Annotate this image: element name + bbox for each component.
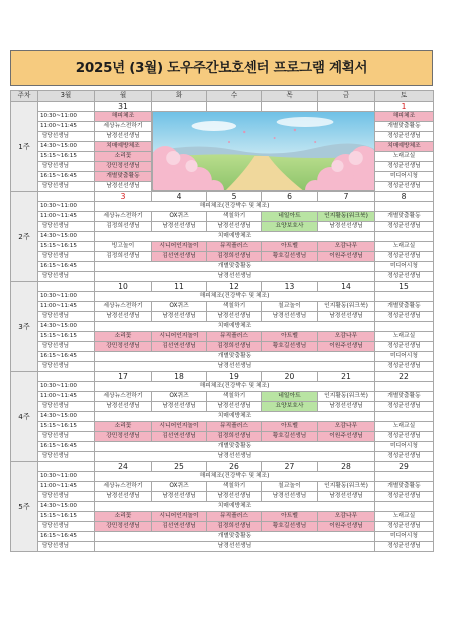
program-cell: 강민정선생님 bbox=[95, 431, 152, 441]
manager-label: 담당선생님 bbox=[38, 361, 95, 371]
schedule-row bbox=[11, 311, 434, 321]
program-span: 치매예방체조 bbox=[95, 231, 375, 241]
program-cell: 황호길선생님 bbox=[262, 521, 318, 531]
program-cell: 오감나무 bbox=[318, 241, 375, 251]
program-cell: 김정희선생님 bbox=[95, 221, 152, 231]
schedule-row bbox=[11, 421, 434, 431]
program-cell: 남경선선생님 bbox=[95, 181, 152, 191]
program-cell: 소리꽃 bbox=[95, 511, 152, 521]
program-cell: 남경선선생님 bbox=[152, 311, 207, 321]
program-cell bbox=[375, 231, 434, 241]
program-cell: 개별맞춤활동 bbox=[375, 211, 434, 221]
date-cell: 6 bbox=[262, 191, 318, 201]
schedule-row bbox=[11, 261, 434, 271]
program-cell: 정성균선생님 bbox=[375, 431, 434, 441]
week-label: 2주 bbox=[11, 191, 38, 281]
program-cell: 이원주선생님 bbox=[318, 431, 375, 441]
manager-label: 담당선생님 bbox=[38, 311, 95, 321]
program-cell: 개별맞춤활동 bbox=[375, 301, 434, 311]
program-cell: 정성균선생님 bbox=[375, 221, 434, 231]
program-cell: 남경선선생님 bbox=[95, 311, 152, 321]
date-cell: 27 bbox=[262, 461, 318, 471]
program-span: 해피체조(건강박수 및 체조) bbox=[95, 291, 375, 301]
program-span: 남경선선생님 bbox=[95, 451, 375, 461]
program-cell: 남경선선생님 bbox=[262, 491, 318, 501]
program-cell: 강민정선생님 bbox=[95, 341, 152, 351]
program-cell: 남경선선생님 bbox=[262, 311, 318, 321]
program-cell: 이원주선생님 bbox=[318, 521, 375, 531]
program-cell: 오감나무 bbox=[318, 331, 375, 341]
program-cell: 남경선선생님 bbox=[207, 221, 262, 231]
schedule-row bbox=[11, 441, 434, 451]
program-cell: 시니어인지놀이 bbox=[152, 331, 207, 341]
schedule-row bbox=[11, 221, 434, 231]
program-cell: 노래교실 bbox=[375, 421, 434, 431]
week-label: 1주 bbox=[11, 101, 38, 191]
date-row-blank bbox=[38, 191, 95, 201]
program-cell: 남경선선생님 bbox=[207, 401, 262, 411]
date-cell: 17 bbox=[95, 371, 152, 381]
schedule-row bbox=[11, 381, 434, 391]
program-cell: 세상뉴스전하기 bbox=[95, 121, 152, 131]
program-cell: 네일아트 bbox=[262, 211, 318, 221]
program-cell: 세상뉴스전하기 bbox=[95, 391, 152, 401]
program-cell: 아트벨 bbox=[262, 331, 318, 341]
date-cell: 15 bbox=[375, 281, 434, 291]
schedule-row bbox=[11, 231, 434, 241]
schedule-row bbox=[11, 481, 434, 491]
schedule-row bbox=[11, 451, 434, 461]
day-header: 토 bbox=[375, 91, 434, 102]
program-cell: 강민정선생님 bbox=[95, 161, 152, 171]
date-cell: 29 bbox=[375, 461, 434, 471]
manager-label: 담당선생님 bbox=[38, 341, 95, 351]
program-cell: 인지활동(워크북) bbox=[318, 481, 375, 491]
time-slot: 16:15~16:45 bbox=[38, 441, 95, 451]
program-cell: 정성균선생님 bbox=[375, 161, 434, 171]
program-span: 해피체조(건강박수 및 체조) bbox=[95, 381, 375, 391]
program-cell: 오감나무 bbox=[318, 511, 375, 521]
program-cell: 이원주선생님 bbox=[318, 341, 375, 351]
date-cell: 13 bbox=[262, 281, 318, 291]
schedule-row bbox=[11, 541, 434, 551]
program-cell: 치매예방체조 bbox=[95, 141, 152, 151]
program-cell: 김선연선생님 bbox=[152, 341, 207, 351]
program-cell: 강민정선생님 bbox=[95, 521, 152, 531]
manager-label: 담당선생님 bbox=[38, 181, 95, 191]
date-cell: 7 bbox=[318, 191, 375, 201]
program-cell: OX퀴즈 bbox=[152, 301, 207, 311]
time-slot: 11:00~11:45 bbox=[38, 391, 95, 401]
program-cell bbox=[375, 201, 434, 211]
program-cell: 뮤직플러스 bbox=[207, 331, 262, 341]
schedule-row bbox=[11, 521, 434, 531]
program-cell: 노래교실 bbox=[375, 241, 434, 251]
program-cell bbox=[375, 501, 434, 511]
schedule-row bbox=[11, 401, 434, 411]
program-span: 해피체조(건강박수 및 체조) bbox=[95, 201, 375, 211]
program-cell: 미디어시청 bbox=[375, 171, 434, 181]
program-cell: 노래교실 bbox=[375, 331, 434, 341]
program-span: 치매예방체조 bbox=[95, 321, 375, 331]
program-cell: 남경선선생님 bbox=[152, 401, 207, 411]
program-cell: 개별맞춤활동 bbox=[375, 391, 434, 401]
date-cell bbox=[207, 101, 262, 111]
program-cell: 노래교실 bbox=[375, 151, 434, 161]
program-span: 치매예방체조 bbox=[95, 501, 375, 511]
program-cell: 빙고놀이 bbox=[95, 241, 152, 251]
month-header: 3월 bbox=[38, 91, 95, 102]
program-cell: 해피체조 bbox=[375, 111, 434, 121]
date-cell: 31 bbox=[95, 101, 152, 111]
time-slot: 16:15~16:45 bbox=[38, 531, 95, 541]
day-header: 화 bbox=[152, 91, 207, 102]
date-row-blank bbox=[38, 371, 95, 381]
time-slot: 14:30~15:00 bbox=[38, 321, 95, 331]
date-cell: 28 bbox=[318, 461, 375, 471]
program-cell: OX퀴즈 bbox=[152, 391, 207, 401]
program-cell: 남경선선생님 bbox=[318, 221, 375, 231]
program-cell: 노래교실 bbox=[375, 511, 434, 521]
schedule-row bbox=[11, 301, 434, 311]
program-cell: 아트벨 bbox=[262, 421, 318, 431]
date-cell: 25 bbox=[152, 461, 207, 471]
manager-label: 담당선생님 bbox=[38, 131, 95, 141]
program-cell: 색칠하기 bbox=[207, 481, 262, 491]
program-cell: 요양보호사 bbox=[262, 401, 318, 411]
date-row bbox=[11, 101, 434, 111]
program-cell: 색칠하기 bbox=[207, 391, 262, 401]
program-cell: 미디어시청 bbox=[375, 261, 434, 271]
date-row-blank bbox=[38, 281, 95, 291]
date-cell bbox=[318, 101, 375, 111]
time-slot: 10:30~11:00 bbox=[38, 111, 95, 121]
date-cell: 3 bbox=[95, 191, 152, 201]
program-cell: 정성균선생님 bbox=[375, 341, 434, 351]
date-row bbox=[11, 371, 434, 381]
program-cell: 황호길선생님 bbox=[262, 251, 318, 261]
program-cell: OX퀴즈 bbox=[152, 211, 207, 221]
date-cell: 18 bbox=[152, 371, 207, 381]
program-cell: 색칠하기 bbox=[207, 211, 262, 221]
program-cell: 시니어인지놀이 bbox=[152, 511, 207, 521]
program-cell: 소리꽃 bbox=[95, 331, 152, 341]
time-slot: 14:30~15:00 bbox=[38, 231, 95, 241]
program-cell: 남경선선생님 bbox=[152, 491, 207, 501]
program-cell: 소리꽃 bbox=[95, 151, 152, 161]
date-cell: 22 bbox=[375, 371, 434, 381]
program-cell: 정성균선생님 bbox=[375, 251, 434, 261]
program-cell: 남경선선생님 bbox=[318, 491, 375, 501]
program-cell: OX퀴즈 bbox=[152, 481, 207, 491]
schedule-row bbox=[11, 321, 434, 331]
date-cell: 14 bbox=[318, 281, 375, 291]
date-cell: 10 bbox=[95, 281, 152, 291]
program-span: 치매예방체조 bbox=[95, 411, 375, 421]
program-cell: 오감나무 bbox=[318, 421, 375, 431]
program-cell: 뮤직플러스 bbox=[207, 421, 262, 431]
date-cell: 11 bbox=[152, 281, 207, 291]
cherry-blossom-illustration bbox=[152, 111, 375, 191]
date-row bbox=[11, 191, 434, 201]
program-cell: 미디어시청 bbox=[375, 441, 434, 451]
time-slot: 15:15~16:15 bbox=[38, 241, 95, 251]
program-cell: 해피체조 bbox=[95, 111, 152, 121]
time-slot: 15:15~16:15 bbox=[38, 511, 95, 521]
program-cell: 김경희선생님 bbox=[207, 341, 262, 351]
program-cell: 남경선선생님 bbox=[95, 491, 152, 501]
program-cell: 네일아트 bbox=[262, 391, 318, 401]
manager-label: 담당선생님 bbox=[38, 161, 95, 171]
program-cell: 남경선선생님 bbox=[318, 311, 375, 321]
program-cell bbox=[375, 411, 434, 421]
date-row-blank bbox=[38, 101, 95, 111]
schedule-row bbox=[11, 531, 434, 541]
program-cell bbox=[375, 321, 434, 331]
program-cell: 황호길선생님 bbox=[262, 431, 318, 441]
program-cell: 황호길선생님 bbox=[262, 341, 318, 351]
week-label: 4주 bbox=[11, 371, 38, 461]
schedule-row bbox=[11, 291, 434, 301]
program-cell: 남경선선생님 bbox=[152, 221, 207, 231]
program-cell: 세상뉴스전하기 bbox=[95, 301, 152, 311]
manager-label: 담당선생님 bbox=[38, 491, 95, 501]
time-slot: 14:30~15:00 bbox=[38, 141, 95, 151]
date-cell: 1 bbox=[375, 101, 434, 111]
time-slot: 14:30~15:00 bbox=[38, 411, 95, 421]
manager-label: 담당선생님 bbox=[38, 451, 95, 461]
program-cell: 인지활동(워크북) bbox=[318, 391, 375, 401]
program-cell: 남경선선생님 bbox=[207, 311, 262, 321]
program-span: 남경선선생님 bbox=[95, 361, 375, 371]
program-cell: 정성균선생님 bbox=[375, 541, 434, 551]
schedule-row bbox=[11, 511, 434, 521]
program-cell: 김경희선생님 bbox=[207, 521, 262, 531]
schedule-row bbox=[11, 491, 434, 501]
date-cell: 5 bbox=[207, 191, 262, 201]
program-cell: 김경희선생님 bbox=[207, 251, 262, 261]
program-cell: 아트벨 bbox=[262, 241, 318, 251]
date-cell: 19 bbox=[207, 371, 262, 381]
program-cell: 색칠하기 bbox=[207, 301, 262, 311]
date-row bbox=[11, 461, 434, 471]
schedule-row bbox=[11, 411, 434, 421]
date-row-blank bbox=[38, 461, 95, 471]
program-cell: 요양보호사 bbox=[262, 221, 318, 231]
program-cell: 김선연선생님 bbox=[152, 521, 207, 531]
time-slot: 10:30~11:00 bbox=[38, 201, 95, 211]
program-span: 개별맞춤활동 bbox=[95, 441, 375, 451]
page-title: 2025년 (3월) 도우주간보호센터 프로그램 계획서 bbox=[10, 50, 433, 86]
schedule-row bbox=[11, 501, 434, 511]
time-slot: 16:15~16:45 bbox=[38, 261, 95, 271]
program-cell: 소리꽃 bbox=[95, 421, 152, 431]
manager-label: 담당선생님 bbox=[38, 271, 95, 281]
time-slot: 16:15~16:45 bbox=[38, 351, 95, 361]
date-cell: 26 bbox=[207, 461, 262, 471]
program-cell: 정성균선생님 bbox=[375, 451, 434, 461]
program-span: 개별맞춤활동 bbox=[95, 531, 375, 541]
program-cell: 정성균선생님 bbox=[375, 521, 434, 531]
date-cell: 8 bbox=[375, 191, 434, 201]
time-slot: 15:15~16:15 bbox=[38, 421, 95, 431]
time-slot: 10:30~11:00 bbox=[38, 291, 95, 301]
program-cell: 김선연선생님 bbox=[152, 251, 207, 261]
manager-label: 담당선생님 bbox=[38, 221, 95, 231]
program-cell bbox=[375, 471, 434, 481]
manager-label: 담당선생님 bbox=[38, 431, 95, 441]
manager-label: 담당선생님 bbox=[38, 401, 95, 411]
date-cell: 12 bbox=[207, 281, 262, 291]
schedule-row bbox=[11, 341, 434, 351]
program-cell: 정성균선생님 bbox=[375, 131, 434, 141]
schedule-row bbox=[11, 241, 434, 251]
program-cell: 아트벨 bbox=[262, 511, 318, 521]
program-cell: 뮤직플러스 bbox=[207, 241, 262, 251]
program-span: 해피체조(건강박수 및 체조) bbox=[95, 471, 375, 481]
schedule-row bbox=[11, 271, 434, 281]
week-header: 주차 bbox=[11, 91, 38, 102]
manager-label: 담당선생님 bbox=[38, 521, 95, 531]
schedule-row bbox=[11, 331, 434, 341]
program-cell: 정성균선생님 bbox=[375, 181, 434, 191]
date-cell bbox=[152, 101, 207, 111]
day-header: 월 bbox=[95, 91, 152, 102]
program-cell bbox=[375, 291, 434, 301]
schedule-row bbox=[11, 211, 434, 221]
time-slot: 14:30~15:00 bbox=[38, 501, 95, 511]
time-slot: 11:00~11:45 bbox=[38, 211, 95, 221]
day-header: 금 bbox=[318, 91, 375, 102]
program-cell: 김선연선생님 bbox=[152, 431, 207, 441]
date-cell: 21 bbox=[318, 371, 375, 381]
date-cell bbox=[262, 101, 318, 111]
date-cell: 4 bbox=[152, 191, 207, 201]
program-cell: 김정희선생님 bbox=[95, 251, 152, 261]
week-label: 3주 bbox=[11, 281, 38, 371]
program-span: 남경선선생님 bbox=[95, 541, 375, 551]
time-slot: 15:15~16:15 bbox=[38, 331, 95, 341]
manager-label: 담당선생님 bbox=[38, 251, 95, 261]
program-span: 남경선선생님 bbox=[95, 271, 375, 281]
schedule-row bbox=[11, 351, 434, 361]
schedule-row bbox=[11, 431, 434, 441]
header-row bbox=[11, 91, 434, 102]
program-cell: 정성균선생님 bbox=[375, 401, 434, 411]
time-slot: 11:00~11:45 bbox=[38, 301, 95, 311]
program-cell: 칠교놀이 bbox=[262, 481, 318, 491]
manager-label: 담당선생님 bbox=[38, 541, 95, 551]
time-slot: 11:00~11:45 bbox=[38, 121, 95, 131]
program-cell: 세상뉴스전하기 bbox=[95, 211, 152, 221]
program-cell: 남경선선생님 bbox=[207, 491, 262, 501]
schedule-row bbox=[11, 201, 434, 211]
time-slot: 10:30~11:00 bbox=[38, 471, 95, 481]
program-cell: 미디어시청 bbox=[375, 351, 434, 361]
program-span: 개별맞춤활동 bbox=[95, 351, 375, 361]
program-cell: 남경선선생님 bbox=[318, 401, 375, 411]
program-cell: 미디어시청 bbox=[375, 531, 434, 541]
time-slot: 16:15~16:45 bbox=[38, 171, 95, 181]
program-cell: 시니어인지놀이 bbox=[152, 421, 207, 431]
program-cell: 개별맞춤활동 bbox=[375, 481, 434, 491]
program-cell: 뮤직플러스 bbox=[207, 511, 262, 521]
program-cell: 시니어인지놀이 bbox=[152, 241, 207, 251]
schedule-row bbox=[11, 471, 434, 481]
week-label: 5주 bbox=[11, 461, 38, 551]
program-cell: 김경희선생님 bbox=[207, 431, 262, 441]
date-cell: 24 bbox=[95, 461, 152, 471]
time-slot: 10:30~11:00 bbox=[38, 381, 95, 391]
time-slot: 15:15~16:15 bbox=[38, 151, 95, 161]
program-cell: 치매예방체조 bbox=[375, 141, 434, 151]
program-cell: 이원주선생님 bbox=[318, 251, 375, 261]
program-cell: 정성균선생님 bbox=[375, 311, 434, 321]
program-cell: 정성균선생님 bbox=[375, 361, 434, 371]
time-slot: 11:00~11:45 bbox=[38, 481, 95, 491]
schedule-row bbox=[11, 361, 434, 371]
program-cell: 정성균선생님 bbox=[375, 271, 434, 281]
date-cell: 20 bbox=[262, 371, 318, 381]
date-row bbox=[11, 281, 434, 291]
day-header: 목 bbox=[262, 91, 318, 102]
program-cell bbox=[375, 381, 434, 391]
day-header: 수 bbox=[207, 91, 262, 102]
program-cell: 개별맞춤활동 bbox=[95, 171, 152, 181]
program-cell: 인지활동(워크북) bbox=[318, 301, 375, 311]
schedule-row bbox=[11, 251, 434, 261]
schedule-row bbox=[11, 391, 434, 401]
program-cell: 남경선선생님 bbox=[95, 131, 152, 141]
program-cell: 인지활동(워크북) bbox=[318, 211, 375, 221]
program-cell: 남경선선생님 bbox=[95, 401, 152, 411]
program-cell: 정성균선생님 bbox=[375, 491, 434, 501]
program-cell: 세상뉴스전하기 bbox=[95, 481, 152, 491]
program-span: 개별맞춤활동 bbox=[95, 261, 375, 271]
program-cell: 개별맞춤활동 bbox=[375, 121, 434, 131]
program-cell: 칠교놀이 bbox=[262, 301, 318, 311]
